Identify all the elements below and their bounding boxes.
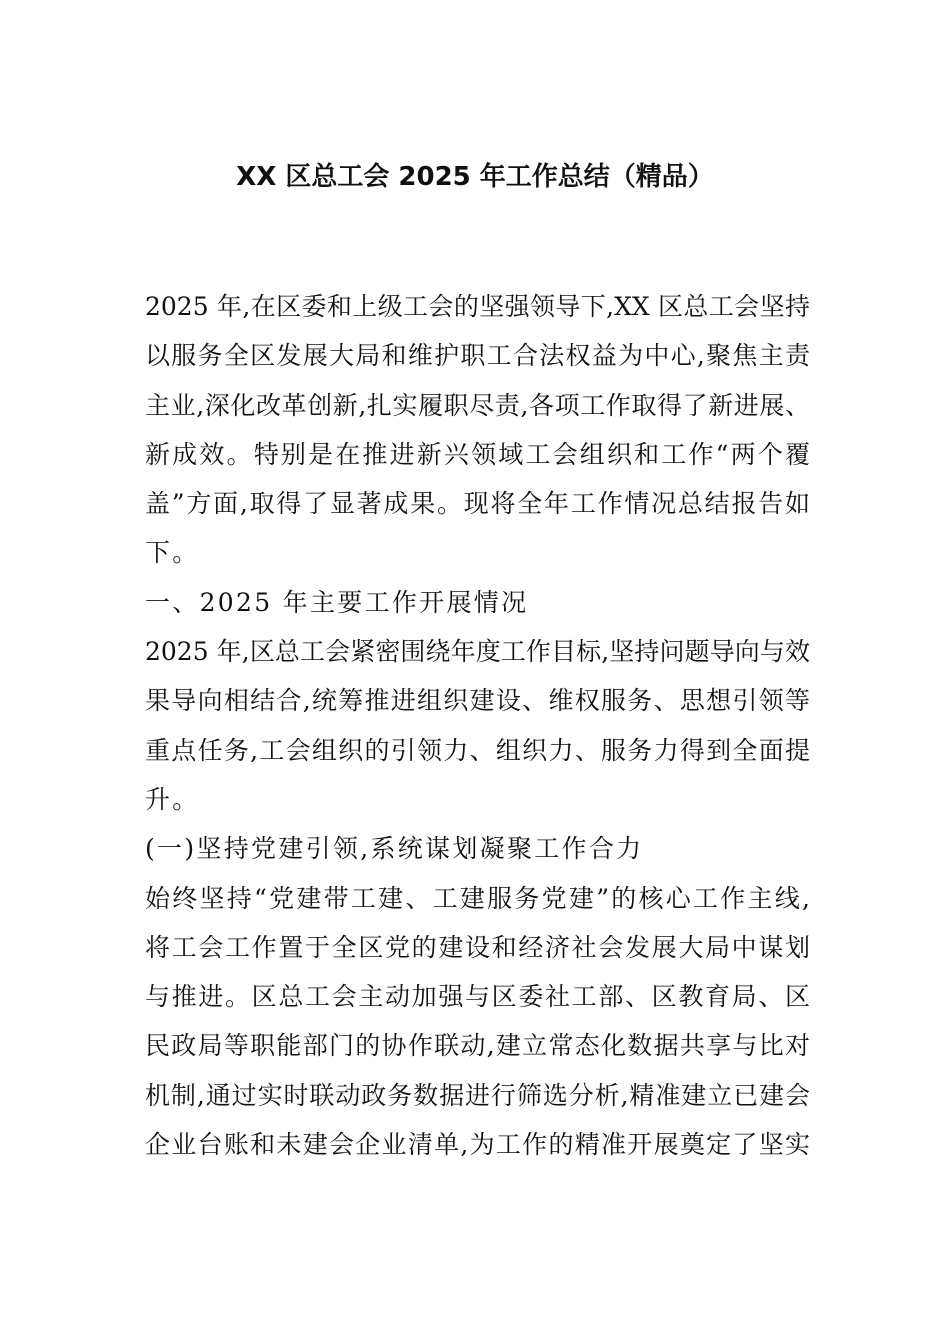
- document-title: XX 区总工会 2025 年工作总结（精品）: [236, 162, 714, 192]
- paragraph-line: 2025 年,区总工会紧密围绕年度工作目标,坚持问题导向与效: [145, 637, 810, 667]
- paragraph-line: 民政局等职能部门的协作联动,建立常态化数据共享与比对: [145, 1031, 810, 1061]
- paragraph-line: 升。: [145, 784, 200, 814]
- paragraph-line: 与推进。区总工会主动加强与区委社工部、区教育局、区: [145, 982, 810, 1012]
- paragraph-line: 将工会工作置于全区党的建设和经济社会发展大局中谋划: [145, 932, 810, 962]
- document-body: [145, 282, 810, 1169]
- paragraph-line: 果导向相结合,统筹推进组织建设、维权服务、思想引领等: [145, 686, 810, 716]
- paragraph-line: 新成效。特别是在推进新兴领域工会组织和工作“两个覆: [145, 439, 810, 469]
- paragraph-line: 盖”方面,取得了显著成果。现将全年工作情况总结报告如: [145, 489, 810, 519]
- paragraph-line: 机制,通过实时联动政务数据进行筛选分析,精准建立已建会: [145, 1080, 810, 1110]
- subsection-heading: (一)坚持党建引领,系统谋划凝聚工作合力: [145, 834, 644, 864]
- paragraph-line: 主业,深化改革创新,扎实履职尽责,各项工作取得了新进展、: [145, 390, 810, 420]
- paragraph-line: 重点任务,工会组织的引领力、组织力、服务力得到全面提: [145, 735, 810, 765]
- paragraph-line: 下。: [145, 538, 200, 568]
- paragraph-line: 2025 年,在区委和上级工会的坚强领导下,XX 区总工会坚持: [145, 292, 810, 321]
- paragraph-line: 始终坚持“党建带工建、工建服务党建”的核心工作主线,: [145, 883, 810, 913]
- section-heading: 一、2025 年主要工作开展情况: [145, 587, 529, 617]
- paragraph-line: 企业台账和未建会企业清单,为工作的精准开展奠定了坚实: [145, 1130, 810, 1160]
- paragraph-line: 以服务全区发展大局和维护职工合法权益为中心,聚焦主责: [145, 341, 810, 371]
